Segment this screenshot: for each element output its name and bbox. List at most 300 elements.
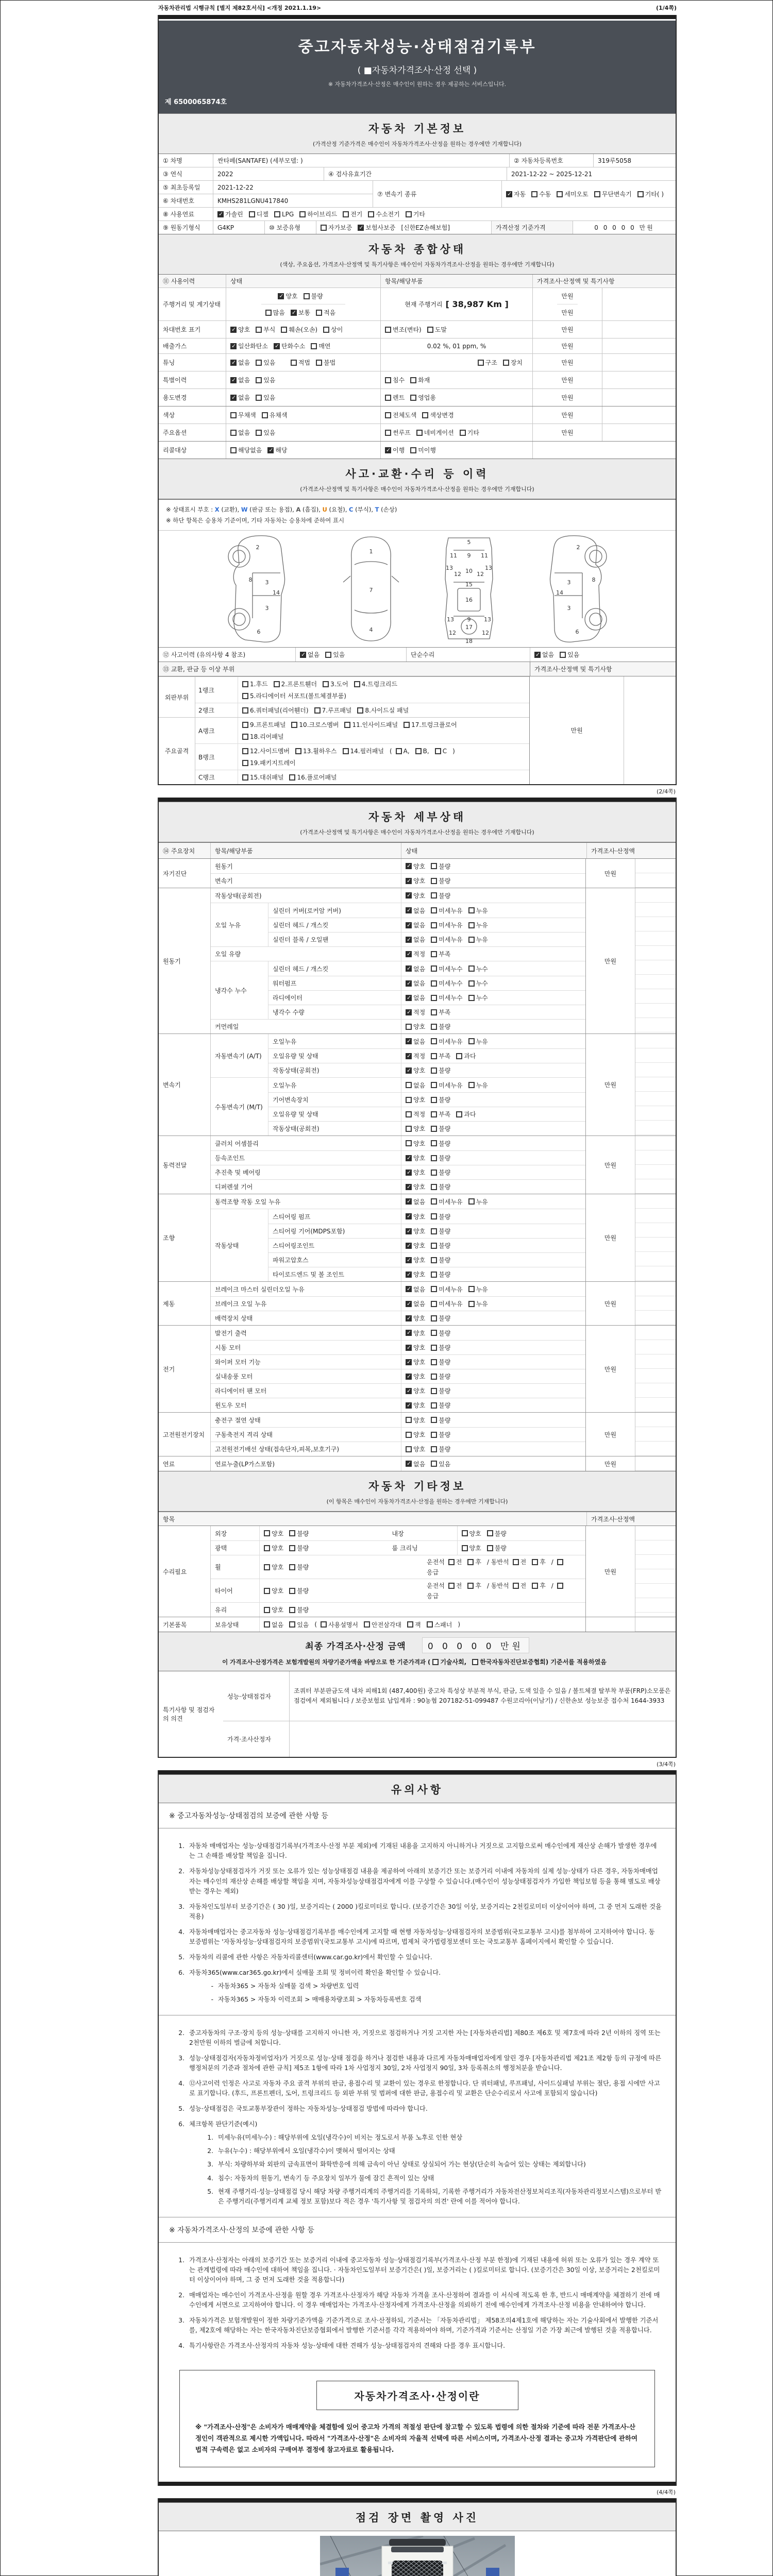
special-status-checks [226, 371, 380, 388]
page-top-bar [159, 1770, 676, 1774]
checkbox-checked [406, 1315, 412, 1321]
exchange-title: ⑬ 교환, 판금 등 이상 부위 [163, 666, 235, 673]
field-label: ③ 연식 [163, 171, 182, 178]
checkbox-label: 한국자동차진단보증협회) 기준서를 적용하였음 [480, 1658, 607, 1666]
checkbox-unchecked [431, 863, 437, 869]
notice-item-number: 6. [178, 2121, 184, 2128]
checkbox-unchecked [368, 211, 374, 217]
checkbox-unchecked [289, 774, 295, 781]
checkbox-label: LPG [281, 210, 294, 218]
field-label: ⑩ 보증유형 [264, 221, 316, 234]
detail-item-label: 동력조향 작동 오일 누유 [211, 1194, 401, 1209]
svg-text:13: 13 [446, 616, 454, 623]
checkbox-label: 잭 [415, 1621, 421, 1629]
checkbox-label: 누유 [476, 1081, 488, 1089]
checkbox-checked [406, 922, 412, 928]
row-label: 주요옵션 [163, 429, 187, 436]
checkbox-label: 기술사회, [440, 1658, 467, 1666]
detail-item-label: 오일 유량 [211, 947, 401, 961]
checkbox-unchecked [431, 980, 437, 987]
checkbox-unchecked [468, 995, 475, 1001]
checkbox-unchecked [406, 1097, 412, 1103]
checkbox-label: 양호 [285, 293, 298, 300]
checkbox-label: 미세누유 [439, 1285, 463, 1293]
checkbox-label: 없음 [413, 936, 426, 944]
notice-item [172, 2028, 662, 2048]
col-header: 항목/해당부품 [380, 275, 532, 287]
price-cell: 만원 [532, 321, 602, 338]
checkbox-label: 양호 [413, 1315, 426, 1323]
checkbox-unchecked [321, 225, 327, 231]
svg-text:16: 16 [465, 597, 473, 604]
detail-row [268, 1048, 585, 1063]
checkbox-label: 12.사이드멤버 [250, 748, 290, 755]
checkbox-unchecked [435, 748, 441, 754]
etc-table-header [159, 1512, 676, 1526]
checkbox-label: 없음 [272, 1621, 284, 1629]
notes-cell [635, 1413, 676, 1456]
notice-subitem [201, 2146, 662, 2156]
checkbox-unchecked [431, 1213, 437, 1219]
detail-item-label: 디퍼렌셜 기어 [211, 1180, 401, 1194]
notes-cell [635, 1526, 676, 1617]
checkbox-label: 부식 [263, 326, 276, 333]
checkbox-unchecked [289, 1545, 295, 1551]
inspector-label: 성능·상태점검자 [227, 1692, 271, 1700]
notes-cell [602, 389, 676, 406]
checkbox-unchecked [230, 430, 237, 436]
checkbox-unchecked [431, 937, 437, 943]
col-header: 가격조사·산정액 [586, 1512, 676, 1526]
svg-text:12: 12 [448, 630, 456, 637]
checkbox-unchecked [431, 1315, 437, 1321]
detail-row [268, 1034, 585, 1048]
exchange-category: 주요골격 [159, 718, 195, 784]
final-price-label: 최종 가격조사·산정 금액 [305, 1641, 406, 1652]
checkbox-checked [358, 225, 364, 231]
price-cell: 만원 [532, 338, 602, 353]
detail-item-status [401, 1180, 585, 1194]
notice-item-text: 자동차가격은 보험개발원이 정한 차량기준가액을 기준가격으로 조사·산정하되, 기준서는 「자동차관리법」 제58조의4제1호에 해당하는 자는 기술사회에서 발행한 기준서를, 제2호에 해당하는 자는 한국자동차진단보증협회에서 발행한 기준서를 각각 적용하여야 하며, 기준가격과 기준서는 산정일 기준 가장 최근에 발행된 것을 적용합니다. [189, 2316, 659, 2334]
checkbox-unchecked [431, 878, 437, 884]
detail-item-label: 추진축 및 베어링 [211, 1165, 401, 1179]
document-title: 중고자동차성능·상태점검기록부 [298, 38, 536, 56]
tuning-row [159, 353, 676, 371]
recall-fulfil-checks [380, 442, 532, 459]
notice-item [172, 2291, 662, 2310]
engine-type: G4KP [213, 221, 264, 234]
notice-item-text: 자동차365 > 자동차 실매물 검색 > 차량번호 입력 [218, 1982, 359, 1990]
notice-item-text: 성능·상태점검자(자동차정비업자)가 거짓으로 성능·상태 점검을 하거나 점검한 내용과 다르게 자동차매매업자에게 알린 경우 [자동차관리법 제21조 제2항 등의 규정에 따른 행정처분의 기준과 절차에 관한 규칙] 제5조 1항에 따라 1차 사업정지 30일, 2차 사업정지 90일, 3차 등록취소의 행정처분을 받습니다. [189, 2055, 661, 2072]
detail-row [268, 903, 585, 918]
checkbox-checked [406, 1301, 412, 1307]
check-group-text: / [551, 1582, 553, 1589]
checkbox-unchecked [557, 191, 563, 197]
checkbox-unchecked [410, 447, 416, 453]
detail-item-status [401, 1209, 585, 1224]
notice-item [172, 2079, 662, 2098]
legend-part: ※ 상태표시 부호 : [166, 506, 215, 513]
etc-seat-checks [423, 1555, 585, 1579]
checkbox-unchecked [385, 327, 391, 333]
svg-text:13: 13 [484, 565, 492, 572]
notice-item-text: 자동차성능상태점검자가 거짓 또는 오류가 있는 성능상태점검 내용을 제공하여 아래의 보증기간 또는 보증거리 이내에 자동차의 실제 성능·상태가 다른 경우, 자동차매매업자는 매수인의 재산상 손해를 배상할 책임을 지며, 자동차성능상태점검자에게 이를 구상할 수 있습니다.(매수인이 성능상태점검자가 가입한 책임보험 등을 통해 별도로 배상받는 경우는 제외) [189, 1868, 661, 1895]
detail-item-status [401, 1267, 585, 1281]
detail-item-label: 스티어링 펌프 [268, 1209, 401, 1224]
legend-part: T [375, 506, 379, 513]
checkbox-label: 불량 [297, 1587, 309, 1595]
checkbox-label: 없음 [413, 1198, 426, 1206]
page-top-bar [159, 2498, 676, 2502]
checkbox-label: 없음 [413, 994, 426, 1002]
detail-group [159, 888, 676, 1033]
checkbox-unchecked [304, 293, 310, 299]
check-group-text: / 동반석 [486, 1558, 509, 1566]
field-label: ① 차명 [163, 157, 182, 164]
checkbox-unchecked [264, 1530, 270, 1536]
row-label: 특별이력 [163, 377, 187, 384]
detail-item-label: 실린더 블록 / 오일팬 [268, 933, 401, 946]
checkbox-label: 양호 [413, 1228, 426, 1235]
checkbox-label: 없음 [238, 377, 250, 384]
special-item-checks [380, 371, 532, 388]
checkbox-label: 상이 [331, 326, 343, 333]
checkbox-unchecked [249, 211, 255, 217]
notice-item-text: 자동차365(www.car365.go.kr)에서 실매물 조회 및 정비이력 확인을 확인할 수 있습니다. [189, 1969, 441, 1976]
checkbox-checked [385, 447, 391, 453]
notice-item [172, 2054, 662, 2073]
legend-part: W [241, 506, 248, 513]
svg-text:18: 18 [465, 638, 473, 645]
detail-item-status [401, 1093, 585, 1107]
notice-item-text: 자동차365 > 자동차 이력조회 > 매매용차량조회 > 자동차등록번호 검색 [218, 1995, 422, 2003]
check-group-text: 운전석 [427, 1558, 445, 1566]
checkbox-unchecked [242, 760, 248, 766]
checkbox-label: 없음 [413, 1460, 426, 1468]
checkbox-unchecked [264, 1607, 270, 1613]
checkbox-unchecked [289, 1530, 295, 1536]
checkbox-unchecked [456, 1053, 462, 1059]
checkbox-unchecked [431, 1345, 437, 1351]
detail-item-label: 실린더 헤드 / 개스킷 [268, 918, 401, 932]
warranty-type-checks [316, 221, 491, 234]
svg-text:8: 8 [248, 577, 252, 584]
exchange-rank-label: 2랭크 [195, 703, 238, 717]
checkbox-unchecked [431, 1155, 437, 1161]
checkbox-label: 적정 [413, 1111, 426, 1118]
simple-repair-label: 단순수리 [406, 648, 530, 662]
detail-item-label: 실내송풍 모터 [211, 1369, 401, 1383]
checkbox-label: 유채색 [269, 412, 288, 419]
svg-text:3: 3 [265, 605, 268, 612]
checkbox-label: 무채색 [238, 412, 256, 419]
checkbox-checked [406, 1155, 412, 1161]
checkbox-checked [406, 1184, 412, 1190]
checkbox-unchecked [468, 980, 475, 987]
checkbox-label: 불량 [494, 1530, 507, 1537]
checkbox-unchecked [354, 681, 360, 687]
checkbox-unchecked [406, 1024, 412, 1030]
detail-item-status [401, 961, 585, 976]
checkbox-unchecked [431, 1170, 437, 1176]
notes-cell [602, 338, 676, 353]
exchange-panel-checks [242, 720, 525, 729]
detail-item-status [401, 859, 585, 873]
notice-title: 유의사항 [391, 1784, 444, 1797]
detail-row [211, 1136, 585, 1150]
checkbox-checked [278, 293, 284, 299]
checkbox-unchecked [431, 1359, 437, 1365]
first-registration-date: 2021-12-22 [213, 181, 373, 194]
detail-item-status [401, 1239, 585, 1252]
notice-item-number: 6. [178, 1969, 184, 1976]
etc-band [159, 1471, 676, 1512]
checkbox-unchecked [230, 412, 237, 418]
checkbox-label: 15.대쉬패널 [250, 774, 284, 782]
field-label: ④ 검사유효기간 [324, 167, 507, 180]
checkbox-unchecked [468, 1301, 475, 1307]
notice-item-number: 4. [178, 2342, 184, 2349]
detail-row [211, 1034, 585, 1077]
svg-text:12: 12 [476, 571, 484, 578]
detail-row [268, 1121, 585, 1136]
accident-history-label: ⑫ 사고이력 (유의사항 4 참조) [163, 651, 246, 659]
checkbox-label: 수소전기 [376, 211, 400, 218]
checkbox-label: 사용설명서 [328, 1621, 359, 1629]
exchange-rank-label: C랭크 [195, 770, 238, 784]
detail-item-status [401, 1428, 585, 1442]
current-mileage-label: 현재 주행거리 [405, 301, 443, 308]
notes-cell [635, 1194, 676, 1281]
checkbox-label: 불량 [439, 1023, 451, 1031]
etc-item-checks [260, 1555, 423, 1579]
checkbox-label: 후 [540, 1582, 546, 1590]
price-cell: 만원 [570, 727, 583, 735]
detail-table-header [159, 842, 676, 859]
checkbox-label: 미세누수 [439, 994, 463, 1002]
final-price-note: 이 가격조사·산정가격은 보험개발원의 차량기준가액을 바탕으로 한 기준가격과 ( [222, 1658, 431, 1666]
check-group-text: ( [314, 1621, 317, 1629]
exchange-category: 외판부위 [159, 677, 195, 717]
checkbox-checked [406, 1243, 412, 1249]
checkbox-checked [406, 892, 412, 899]
price-cell: 만원 [585, 1456, 635, 1471]
row-label: 튜닝 [163, 359, 175, 366]
row-label: 용도변경 [163, 394, 187, 401]
detail-group-name: 동력전달 [163, 1161, 187, 1169]
checkbox-label: 불량 [439, 1140, 451, 1147]
checkbox-label: 미세누유 [439, 1300, 463, 1308]
detail-row [211, 1209, 585, 1281]
detail-subgroup-label: 냉각수 누수 [211, 961, 268, 1019]
notes-cell [624, 676, 676, 784]
checkbox-unchecked [242, 681, 248, 687]
checkbox-label: 누수 [476, 980, 488, 988]
checkbox-label: 부족 [439, 1111, 451, 1118]
detail-row [211, 1398, 585, 1412]
checkbox-label: 양호 [413, 1023, 426, 1031]
checkbox-unchecked [431, 1461, 437, 1467]
checkbox-unchecked [431, 1286, 437, 1292]
checkbox-label: 양호 [413, 1344, 426, 1352]
etc-item-checks [260, 1526, 388, 1540]
detail-item-status [401, 1341, 585, 1354]
options-status-checks [226, 424, 380, 441]
checkbox-checked [230, 395, 237, 401]
notes-cell [532, 442, 676, 459]
detail-subgroup-label: 오일 누유 [211, 903, 268, 946]
exchange-panel-checks [242, 706, 525, 715]
emission-checks [226, 338, 380, 353]
svg-text:3: 3 [265, 579, 268, 586]
detail-item-label: 브레이크 마스터 실린더오일 누유 [211, 1282, 401, 1296]
checkbox-label: 없음 [238, 394, 250, 401]
checkbox-label: 없음 [413, 1081, 426, 1089]
checkbox-label: 불법 [324, 359, 336, 366]
checkbox-unchecked [487, 1545, 493, 1551]
mileage-row [159, 287, 676, 320]
checkbox-unchecked [468, 922, 475, 928]
form-meta-row [158, 4, 677, 12]
notice-item-number: 3. [178, 2316, 184, 2324]
detail-row [211, 1019, 585, 1033]
checkbox-label: 불량 [311, 293, 323, 300]
notice-item-text: 자동차 매매업자는 성능·상태점검기록부(가격조사·산정 부분 제외)에 기재된 내용을 고지하지 아니하거나 거짓으로 고지함으로써 매수인에게 재산상 손해가 발생한 경우에는 그 손해를 배상할 책임을 집니다. [189, 1842, 657, 1860]
detail-item-status [401, 1063, 585, 1077]
notes-cell [635, 859, 676, 888]
checkbox-label: 불량 [494, 1545, 507, 1552]
svg-text:7: 7 [369, 587, 373, 594]
final-price-value: 0 0 0 0 0 만원 [422, 1637, 529, 1653]
detail-group-name: 조향 [163, 1234, 175, 1242]
checkbox-unchecked [448, 1559, 455, 1565]
valuation-definition-box [179, 2370, 655, 2467]
odometer-status-checks [261, 304, 346, 320]
status-symbol-legend [166, 504, 668, 515]
document-subnote: ※ 자동차가격조사·산정은 매수인이 원하는 경우 제공하는 서비스입니다. [328, 81, 507, 88]
color-status-checks [226, 406, 380, 423]
checkbox-unchecked [431, 1330, 437, 1336]
checkbox-unchecked [431, 1417, 437, 1423]
checkbox-checked [506, 191, 512, 197]
checkbox-unchecked [316, 360, 322, 366]
detail-row [211, 1427, 585, 1442]
notes-cell [635, 1326, 676, 1412]
notes-cell [635, 1456, 676, 1471]
field-label: ⑥ 차대번호 [163, 197, 194, 205]
detail-item-status [401, 1151, 585, 1165]
checkbox-unchecked [431, 1243, 437, 1249]
checkbox-unchecked [314, 707, 321, 714]
price-cell: 만원 [532, 354, 602, 371]
usage-change-row [159, 388, 676, 406]
checkbox-label: 전 [520, 1558, 527, 1566]
detail-item-label: 클러치 어셈블리 [211, 1136, 401, 1150]
checkbox-label: 부족 [439, 1009, 451, 1016]
checkbox-unchecked [513, 1559, 519, 1565]
checkbox-unchecked [431, 995, 437, 1001]
notice-item-number: 4. [207, 2174, 213, 2182]
svg-text:17: 17 [465, 624, 473, 631]
checkbox-unchecked [404, 722, 410, 728]
checkbox-label: 양호 [413, 1416, 426, 1424]
detail-group-name: 전기 [163, 1365, 175, 1373]
checkbox-unchecked [431, 1257, 437, 1263]
checkbox-label: 부족 [439, 1053, 451, 1060]
checkbox-unchecked [431, 1198, 437, 1205]
notice-band [159, 1774, 676, 1803]
checkbox-unchecked [323, 681, 329, 687]
detail-item-status [401, 1369, 585, 1383]
check-group-text: / [551, 1558, 553, 1566]
checkbox-label: 양호 [272, 1606, 284, 1614]
checkbox-label: 불량 [439, 892, 451, 900]
checkbox-unchecked [431, 1082, 437, 1088]
svg-text:4: 4 [369, 626, 373, 634]
checkbox-label: 불량 [439, 1271, 451, 1279]
detail-subgroup-label: 작동상태 [211, 1209, 268, 1281]
tuning-status-checks [226, 354, 380, 371]
col-header: 가격조사·산정액 [586, 843, 676, 858]
inspection-photo-front [320, 2536, 515, 2576]
exchange-rank-row [195, 718, 529, 743]
checkbox-unchecked [295, 748, 301, 754]
checkbox-label: 해당 [275, 447, 288, 454]
notice-sec3-heading: ※ 자동차가격조사·산정의 보증에 관한 사항 등 [159, 2217, 676, 2243]
overall-band [159, 234, 676, 275]
checkbox-unchecked [256, 395, 262, 401]
check-group-text: [신한EZ손해보험] [401, 224, 450, 231]
notice-sec1-body [159, 1828, 676, 2015]
detail-item-status [401, 1253, 585, 1267]
checkbox-label: 양호 [413, 1446, 426, 1453]
checkbox-unchecked [431, 1388, 437, 1394]
checkbox-checked [406, 878, 412, 884]
exchange-rank-row [195, 743, 529, 770]
accident-history-checks [295, 648, 406, 662]
base-price-value: 0 0 0 0 0 만원 [573, 221, 676, 234]
notice-item-text: 매매업자는 매수인이 가격조사·산정을 원할 경우 가격조사·산정자가 해당 자동차 가격을 조사·산정하여 결과를 이 서식에 적도록 한 후, 반드시 매매계약을 체결하기 전에 매수인에게 서면으로 고지하여야 합니다. 이 경우 매매업자는 가격조사·산정자에게 가격조사·산정을 의뢰하기 전에 매수인에게 가격조사·산정 비용을 안내하여야 합니다. [189, 2291, 660, 2309]
page-2 [158, 798, 677, 1758]
checkbox-label: 양호 [469, 1530, 481, 1537]
notice-item-text: 부식: 차량하부와 외판의 금속표면이 화학반응에 의해 금속이 아닌 상태로 상실되어 가는 현상(단순히 녹슬어 있는 상태는 제외합니다) [218, 2161, 586, 2168]
checkbox-unchecked [289, 1607, 295, 1613]
checkbox-label: 훼손(오손) [289, 326, 318, 333]
checkbox-unchecked [431, 1184, 437, 1190]
svg-text:5: 5 [467, 539, 470, 546]
checkbox-unchecked [460, 430, 466, 436]
detail-item-label: 윈도우 모터 [211, 1398, 401, 1412]
page-marker-4: (4/4쪽) [657, 2488, 676, 2496]
detail-subgroup-label: 자동변속기 (A/T) [211, 1034, 268, 1077]
detail-row [268, 1252, 585, 1267]
checkbox-checked [406, 1388, 412, 1394]
checkbox-unchecked [431, 1111, 437, 1117]
checkbox-label: 구조 [485, 359, 497, 366]
checkbox-label: 6.쿼터패널(리어휀더) [250, 707, 309, 715]
checkbox-checked [406, 1170, 412, 1176]
notes-cell [635, 1136, 676, 1194]
notice-item [172, 1927, 662, 1947]
inspection-photo-front-cell [159, 2531, 676, 2576]
page-top-bar [159, 15, 676, 19]
detail-row [268, 932, 585, 946]
checkbox-label: 탄화수소 [281, 343, 306, 350]
legend-part: U [322, 506, 327, 513]
remarks-table [159, 1671, 676, 1758]
notes-cell [602, 371, 676, 388]
checkbox-checked [267, 447, 274, 453]
